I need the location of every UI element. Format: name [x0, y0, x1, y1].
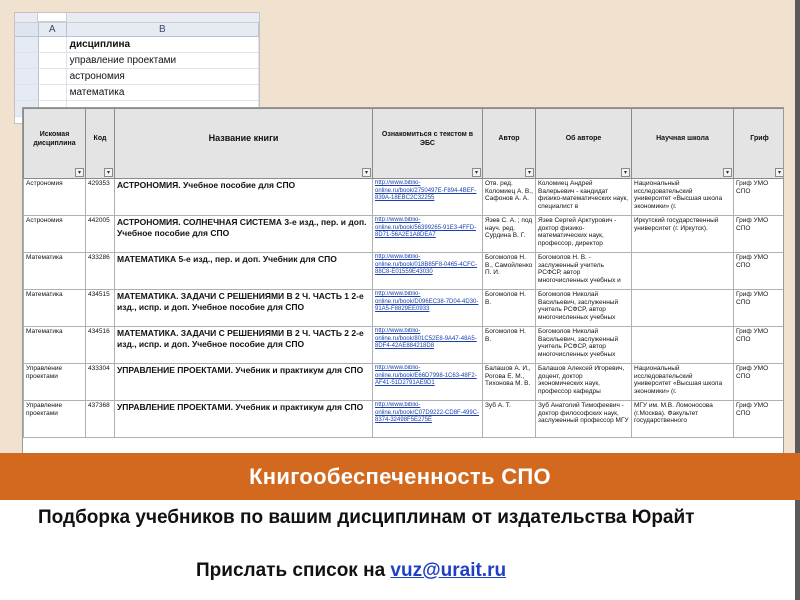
filter-dropdown-icon[interactable]: ▾ [75, 168, 84, 177]
grif-cell-text: Гриф УМО СПО [736, 217, 769, 232]
cell-a[interactable] [39, 85, 67, 100]
grif-cell-text: Гриф УМО СПО [736, 254, 769, 269]
subtitle-text: Подборка учебников по вашим дисциплинам от издательства Юрайт [38, 507, 695, 528]
discipline-cell[interactable] [24, 401, 86, 438]
discipline-cell-text: Математика [26, 328, 63, 335]
school-cell-text: Иркутский государственный университет (г. Иркутск). [634, 217, 719, 232]
about-author-cell-text: Богомолов Николай Васильевич, заслуженный учитель РСФСР, автор многочисленных учебных [538, 328, 619, 358]
author-cell-text: Богомолов Н. В. [485, 291, 526, 306]
column-header-b[interactable]: B [67, 23, 259, 36]
author-cell-text: Балашов А. И., Рогова Е. М., Тихонова М. В. [485, 365, 531, 387]
header-ebs-link [373, 109, 483, 179]
about-author-cell[interactable] [536, 253, 632, 290]
about-author-cell-text: Балашов Алексей Игоревич, доцент, доктор экономических наук, профессор кафедры [538, 365, 625, 395]
ebs-link-cell[interactable] [373, 364, 483, 401]
ebs-link-cell[interactable] [373, 327, 483, 364]
book-title-cell[interactable] [115, 364, 373, 401]
filter-dropdown-icon[interactable]: ▾ [525, 168, 534, 177]
author-cell-text: Богомолов Н. В. [485, 328, 526, 343]
code-cell-text: 433304 [88, 365, 110, 372]
about-author-cell-text: Коломиец Андрей Валерьевич - кандидат физико-математических наук, специалист в [538, 180, 629, 210]
table-row [24, 364, 785, 401]
select-all-corner[interactable] [15, 23, 39, 36]
school-cell[interactable] [632, 327, 734, 364]
discipline-cell[interactable] [24, 253, 86, 290]
author-cell[interactable] [483, 216, 536, 253]
table-row [24, 290, 785, 327]
book-table-sheet [22, 107, 784, 464]
header-label: Ознакомиться с текстом в ЭБС [381, 130, 474, 147]
discipline-cell[interactable] [24, 327, 86, 364]
header-discipline [24, 109, 86, 179]
about-author-cell-text: Язев Сергей Арктурович - доктор физико-математических наук, профессор, директор [538, 217, 617, 247]
author-cell[interactable] [483, 364, 536, 401]
author-cell[interactable] [483, 253, 536, 290]
row-number-cell[interactable] [15, 37, 39, 52]
header-book-title [115, 109, 373, 179]
cell-a[interactable] [39, 69, 67, 84]
column-header-a[interactable]: A [39, 23, 67, 36]
table-header-row [24, 109, 785, 179]
code-cell-text: 433286 [88, 254, 110, 261]
mini-column-header [15, 23, 259, 37]
grif-cell[interactable] [734, 216, 785, 253]
code-cell[interactable] [86, 327, 115, 364]
about-author-cell[interactable] [536, 327, 632, 364]
discipline-cell[interactable] [24, 290, 86, 327]
about-author-cell[interactable] [536, 364, 632, 401]
school-cell-text: Национальный исследовательский университет «Высшая школа экономики» (г. [634, 365, 723, 395]
school-cell-text: МГУ им. М.В. Ломоносова (г.Москва). Факультет государственного [634, 402, 713, 424]
ebs-link-cell-text: http://www.biblio-online.ru/book/2750497E-F894-4BEF-839A-18EBC2C32255 [375, 180, 477, 201]
code-cell[interactable] [86, 179, 115, 216]
discipline-cell-text: Математика [26, 254, 63, 261]
ebs-link-cell-text: http://www.biblio-online.ru/book/D096EC38-7D04-4D30-91A5-F8829EE0933 [375, 291, 479, 312]
mini-sheet-toolbar [15, 13, 259, 23]
banner-title: Книгообеспеченность СПО [249, 463, 551, 489]
discipline-cell-text: Математика [26, 291, 63, 298]
about-author-cell-text: Богомолов Николай Васильевич, заслуженный учитель РСФСР, автор многочисленных учебных [538, 291, 619, 321]
cell-b[interactable]: дисциплина [67, 37, 259, 52]
filter-dropdown-icon[interactable]: ▾ [472, 168, 481, 177]
code-cell[interactable] [86, 253, 115, 290]
cell-a[interactable] [39, 37, 67, 52]
about-author-cell-text: Зуб Анатолий Тимофеевич - доктор философских наук, заслуженный профессор МГУ [538, 402, 629, 424]
book-title-cell[interactable] [115, 327, 373, 364]
cell-a[interactable] [39, 53, 67, 68]
author-cell[interactable] [483, 401, 536, 438]
code-cell-text: 437368 [88, 402, 110, 409]
ebs-link-cell[interactable] [373, 401, 483, 438]
header-author [483, 109, 536, 179]
cell-b[interactable]: математика [67, 85, 259, 100]
book-title-cell[interactable] [115, 253, 373, 290]
filter-dropdown-icon[interactable]: ▾ [621, 168, 630, 177]
cell-b[interactable]: астрономия [67, 69, 259, 84]
school-cell-text [634, 328, 731, 362]
grif-cell[interactable] [734, 179, 785, 216]
code-cell-text: 434515 [88, 291, 110, 298]
book-title-cell-text: АСТРОНОМИЯ. Учебное пособие для СПО [117, 180, 296, 190]
book-title-cell[interactable] [115, 401, 373, 438]
grif-cell-text: Гриф УМО СПО [736, 402, 769, 417]
grif-cell[interactable] [734, 290, 785, 327]
code-cell-text: 434516 [88, 328, 110, 335]
school-cell-text: Национальный исследовательский университет «Высшая школа экономики» (г. [634, 180, 723, 210]
discipline-cell-text: Управление проектами [26, 402, 63, 417]
grif-cell[interactable] [734, 253, 785, 290]
title-banner [0, 453, 800, 500]
table-row [24, 179, 785, 216]
about-author-cell[interactable] [536, 401, 632, 438]
row-number-cell[interactable] [15, 53, 39, 68]
discipline-cell[interactable] [24, 364, 86, 401]
table-row [24, 401, 785, 438]
school-cell[interactable] [632, 364, 734, 401]
code-cell[interactable] [86, 216, 115, 253]
school-cell[interactable] [632, 290, 734, 327]
grif-cell[interactable] [734, 364, 785, 401]
school-cell-text [634, 254, 731, 288]
header-about-author [536, 109, 632, 179]
header-label: Название книги [208, 133, 279, 143]
book-title-cell[interactable] [115, 179, 373, 216]
code-cell-text: 442005 [88, 217, 110, 224]
header-school [632, 109, 734, 179]
mini-sheet-row [15, 85, 259, 101]
author-cell[interactable] [483, 179, 536, 216]
code-cell[interactable] [86, 364, 115, 401]
slide-edge-bar [795, 0, 800, 600]
filter-dropdown-icon[interactable]: ▾ [775, 168, 784, 177]
mini-sheet-rows [15, 37, 259, 117]
about-author-cell-text: Богомолов Н. В. - заслуженный учитель РСФСР, автор многочисленных учебных и [538, 254, 621, 284]
send-list-line [196, 560, 506, 582]
header-label: Код [93, 135, 107, 142]
code-cell[interactable] [86, 401, 115, 438]
row-number-cell[interactable] [15, 85, 39, 100]
about-author-cell[interactable] [536, 216, 632, 253]
filter-dropdown-icon[interactable]: ▾ [362, 168, 371, 177]
book-title-cell-text: МАТЕМАТИКА 5-е изд., пер. и доп. Учебник для СПО [117, 254, 337, 264]
row-number-cell[interactable] [15, 69, 39, 84]
book-title-cell-text: МАТЕМАТИКА. ЗАДАЧИ С РЕШЕНИЯМИ В 2 Ч. ЧАСТЬ 2 2-е изд., испр. и доп. Учебное пособие для СПО [117, 328, 364, 349]
code-cell[interactable] [86, 290, 115, 327]
discipline-cell-text: Астрономия [26, 217, 63, 224]
ebs-link-cell-text: http://www.biblio-online.ru/book/801C52E8-9A47-48A5-8DF4-42AE884218D8 [375, 328, 477, 349]
discipline-cell[interactable] [24, 179, 86, 216]
book-table [23, 108, 784, 438]
school-cell[interactable] [632, 179, 734, 216]
table-row [24, 216, 785, 253]
author-cell[interactable] [483, 290, 536, 327]
school-cell-text [634, 291, 731, 325]
author-cell-text: Зуб А. Т. [485, 402, 511, 409]
ebs-link-cell[interactable] [373, 179, 483, 216]
mini-sheet-row [15, 69, 259, 85]
book-table-body [24, 179, 785, 438]
school-cell[interactable] [632, 253, 734, 290]
ebs-link-cell-text: http://www.biblio-online.ru/book/56399265-91E3-4FFD-8D71-56A2E1A8DEA7 [375, 217, 477, 238]
school-cell[interactable] [632, 401, 734, 438]
book-title-cell-text: МАТЕМАТИКА. ЗАДАЧИ С РЕШЕНИЯМИ В 2 Ч. ЧАСТЬ 1 2-е изд., испр. и доп. Учебное пособие для СПО [117, 291, 364, 312]
grif-cell-text: Гриф УМО СПО [736, 180, 769, 195]
header-label: Гриф [750, 135, 769, 142]
discipline-cell-text: Астрономия [26, 180, 63, 187]
email-link[interactable]: vuz@urait.ru [390, 560, 507, 581]
book-title-cell-text: АСТРОНОМИЯ. СОЛНЕЧНАЯ СИСТЕМА 3-е изд., пер. и доп. Учебное пособие для СПО [117, 217, 367, 238]
ebs-link-cell-text: http://www.biblio-online.ru/book/C07D9222-CD8F-499C-8374-32498F5E275E [375, 402, 480, 423]
school-cell[interactable] [632, 216, 734, 253]
grif-cell-text: Гриф УМО СПО [736, 328, 769, 343]
grif-cell-text: Гриф УМО СПО [736, 365, 769, 380]
ebs-link-cell[interactable] [373, 253, 483, 290]
author-cell-text: Отв. ред. Коломиец А. В., Сафонов А. А. [485, 180, 533, 202]
table-row [24, 327, 785, 364]
mini-sheet-row [15, 37, 259, 53]
header-label: Автор [498, 135, 520, 142]
grif-cell[interactable] [734, 327, 785, 364]
book-title-cell-text: УПРАВЛЕНИЕ ПРОЕКТАМИ. Учебник и практикум для СПО [117, 365, 364, 375]
ebs-link-cell-text: http://www.biblio-online.ru/book/018B85F8-0465-4CFC-88C8-E01559E43030 [375, 254, 478, 275]
discipline-cell-text: Управление проектами [26, 365, 63, 380]
author-cell-text: Богомолов Н. В., Самойленко П. И. [485, 254, 533, 276]
book-title-cell-text: УПРАВЛЕНИЕ ПРОЕКТАМИ. Учебник и практикум для СПО [117, 402, 364, 412]
header-code [86, 109, 115, 179]
header-label: Об авторе [565, 135, 602, 142]
ebs-link-cell[interactable] [373, 216, 483, 253]
cell-b[interactable]: управление проектами [67, 53, 259, 68]
filter-dropdown-icon[interactable]: ▾ [723, 168, 732, 177]
about-author-cell[interactable] [536, 179, 632, 216]
header-label: Искомая дисциплина [33, 130, 76, 147]
filter-dropdown-icon[interactable]: ▾ [104, 168, 113, 177]
author-cell-text: Язев С. А. ; под науч. ред. Сурдина В. Г. [485, 217, 533, 239]
discipline-cell[interactable] [24, 216, 86, 253]
mini-sheet-row [15, 53, 259, 69]
header-grif [734, 109, 785, 179]
about-author-cell[interactable] [536, 290, 632, 327]
grif-cell-text: Гриф УМО СПО [736, 291, 769, 306]
mini-sheet-tab[interactable] [37, 13, 67, 22]
author-cell[interactable] [483, 327, 536, 364]
table-row [24, 253, 785, 290]
book-title-cell[interactable] [115, 216, 373, 253]
send-label: Прислать список на [196, 560, 391, 581]
ebs-link-cell-text: http://www.biblio-online.ru/book/E66D7998-1C63-48F2-AF41-51D2791AE9D1 [375, 365, 477, 386]
header-label: Научная школа [656, 135, 709, 142]
ebs-link-cell[interactable] [373, 290, 483, 327]
code-cell-text: 429353 [88, 180, 110, 187]
book-title-cell[interactable] [115, 290, 373, 327]
grif-cell[interactable] [734, 401, 785, 438]
